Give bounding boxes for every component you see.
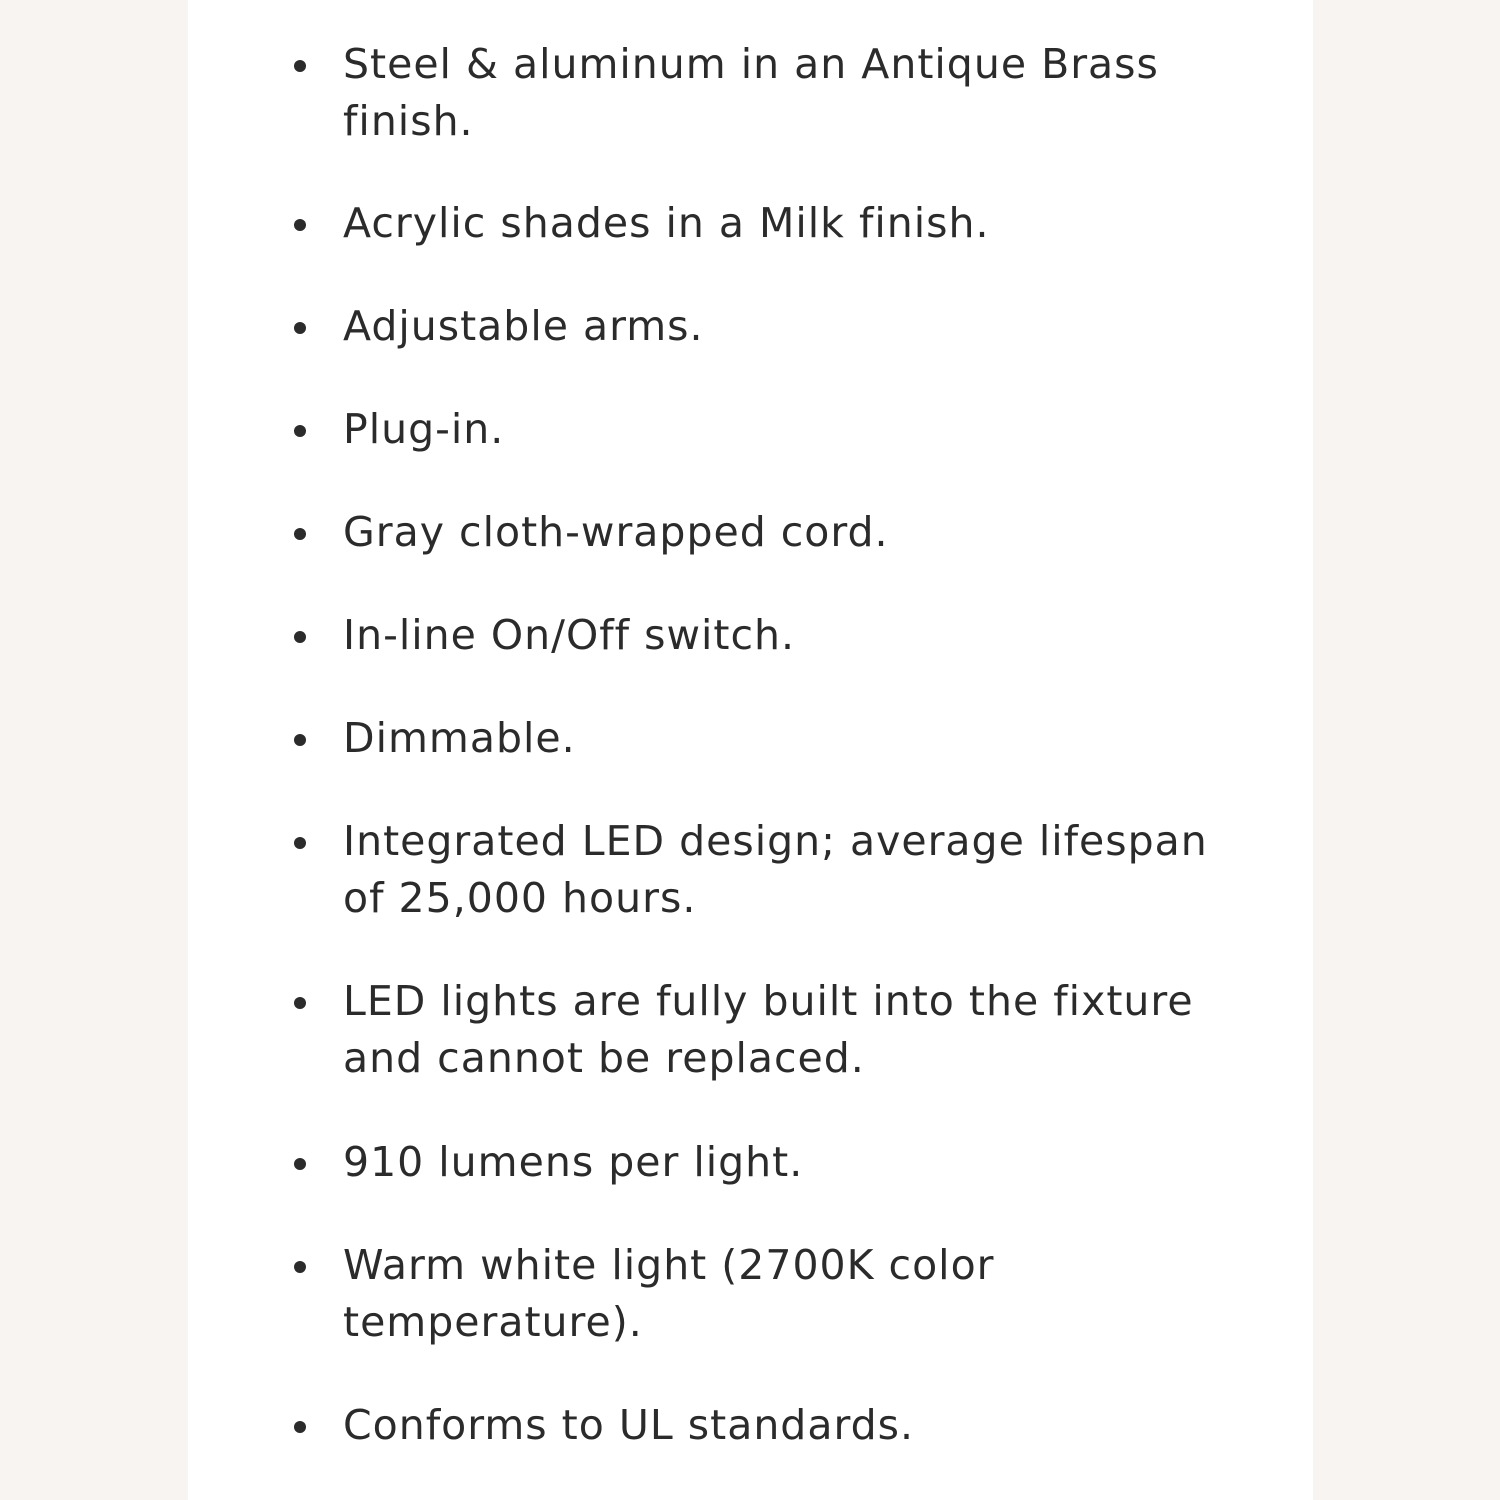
bullet-icon bbox=[294, 528, 306, 540]
feature-list bbox=[188, 0, 1313, 1500]
feature-line: Dimmable. bbox=[343, 714, 576, 762]
bullet-icon bbox=[294, 631, 306, 643]
feature-line: 910 lumens per light. bbox=[343, 1138, 804, 1186]
feature-line: finish. bbox=[343, 97, 474, 145]
bullet-icon bbox=[294, 322, 306, 334]
bullet-icon bbox=[294, 997, 306, 1009]
feature-line: LED lights are fully built into the fixture bbox=[343, 977, 1194, 1025]
feature-line: Adjustable arms. bbox=[343, 302, 704, 350]
feature-line: In-line On/Off switch. bbox=[343, 611, 796, 659]
feature-text bbox=[343, 298, 1213, 355]
feature-text bbox=[343, 504, 1213, 561]
feature-line: Plug-in. bbox=[343, 405, 505, 453]
feature-line: Warm white light (2700K color bbox=[343, 1241, 995, 1289]
feature-line: Acrylic shades in a Milk finish. bbox=[343, 199, 990, 247]
bullet-icon bbox=[294, 219, 306, 231]
bullet-icon bbox=[294, 734, 306, 746]
feature-text bbox=[343, 36, 1213, 150]
bullet-icon bbox=[294, 1421, 306, 1433]
feature-text bbox=[343, 607, 1213, 664]
bullet-icon bbox=[294, 1158, 306, 1170]
bullet-icon bbox=[294, 425, 306, 437]
feature-text bbox=[343, 813, 1213, 927]
feature-text bbox=[343, 401, 1213, 458]
feature-text bbox=[343, 710, 1213, 767]
bullet-icon bbox=[294, 837, 306, 849]
feature-text bbox=[343, 195, 1213, 252]
bullet-icon bbox=[294, 60, 306, 72]
feature-line: temperature). bbox=[343, 1298, 643, 1346]
bullet-icon bbox=[294, 1261, 306, 1273]
feature-text bbox=[343, 1134, 1213, 1191]
feature-line: Gray cloth-wrapped cord. bbox=[343, 508, 889, 556]
feature-text bbox=[343, 973, 1213, 1087]
feature-line: and cannot be replaced. bbox=[343, 1034, 865, 1082]
feature-line: Integrated LED design; average lifespan bbox=[343, 817, 1208, 865]
content-panel bbox=[188, 0, 1313, 1500]
feature-line: Steel & aluminum in an Antique Brass bbox=[343, 40, 1159, 88]
feature-line: Conforms to UL standards. bbox=[343, 1401, 915, 1449]
feature-text bbox=[343, 1397, 1213, 1454]
feature-text bbox=[343, 1237, 1213, 1351]
feature-line: of 25,000 hours. bbox=[343, 874, 697, 922]
